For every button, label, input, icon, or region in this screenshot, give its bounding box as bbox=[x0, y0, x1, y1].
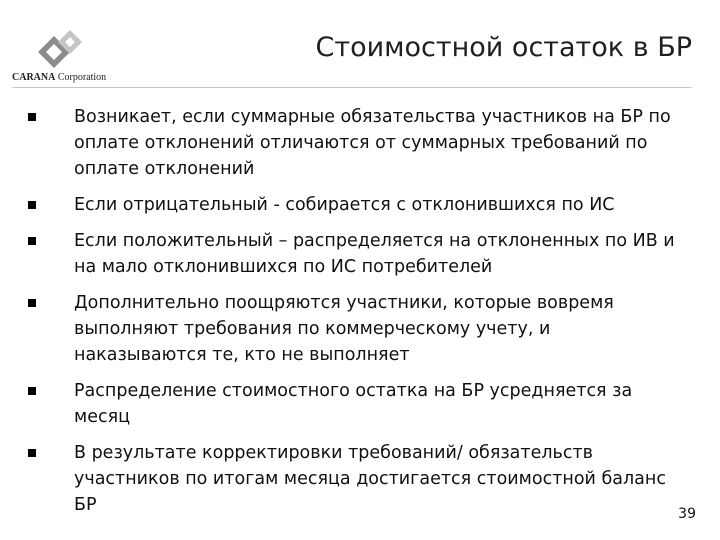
bullet-text: Если положительный – распределяется на отклоненных по ИВ и на мало отклонившихся по ИС потребителей bbox=[74, 231, 675, 277]
slide-title: Стоимостной остаток в БР bbox=[315, 32, 692, 63]
bullet-text: Если отрицательный - собирается с отклонившихся по ИС bbox=[74, 195, 615, 215]
logo-brand: CARANA bbox=[12, 72, 56, 83]
bullet-text: В результате корректировки требований/ обязательств участников по итогам месяца достигается стоимостной баланс БР bbox=[74, 443, 666, 515]
bullet-text: Возникает, если суммарные обязательства участников на БР по оплате отклонений отличаются от суммарных требований по оплате отклонений bbox=[74, 107, 671, 179]
logo bbox=[12, 28, 122, 90]
bullet-marker-icon bbox=[28, 201, 36, 209]
title-divider bbox=[12, 87, 692, 88]
logo-wordmark bbox=[12, 72, 106, 83]
bullet-item bbox=[28, 378, 688, 430]
logo-icon bbox=[28, 28, 92, 72]
bullet-marker-icon bbox=[28, 299, 36, 307]
bullet-list bbox=[28, 104, 688, 528]
bullet-marker-icon bbox=[28, 449, 36, 457]
bullet-item bbox=[28, 290, 688, 368]
bullet-text: Дополнительно поощряются участники, которые вовремя выполняют требования по коммерческому учету, и наказываются те, кто не выполняет bbox=[74, 293, 614, 365]
page-number: 39 bbox=[678, 506, 696, 522]
bullet-item bbox=[28, 440, 688, 518]
bullet-item bbox=[28, 192, 688, 218]
logo-suffix: Corporation bbox=[55, 72, 107, 83]
bullet-item bbox=[28, 104, 688, 182]
bullet-marker-icon bbox=[28, 113, 36, 121]
bullet-item bbox=[28, 228, 688, 280]
bullet-marker-icon bbox=[28, 387, 36, 395]
bullet-marker-icon bbox=[28, 237, 36, 245]
bullet-text: Распределение стоимостного остатка на БР усредняется за месяц bbox=[74, 381, 633, 427]
